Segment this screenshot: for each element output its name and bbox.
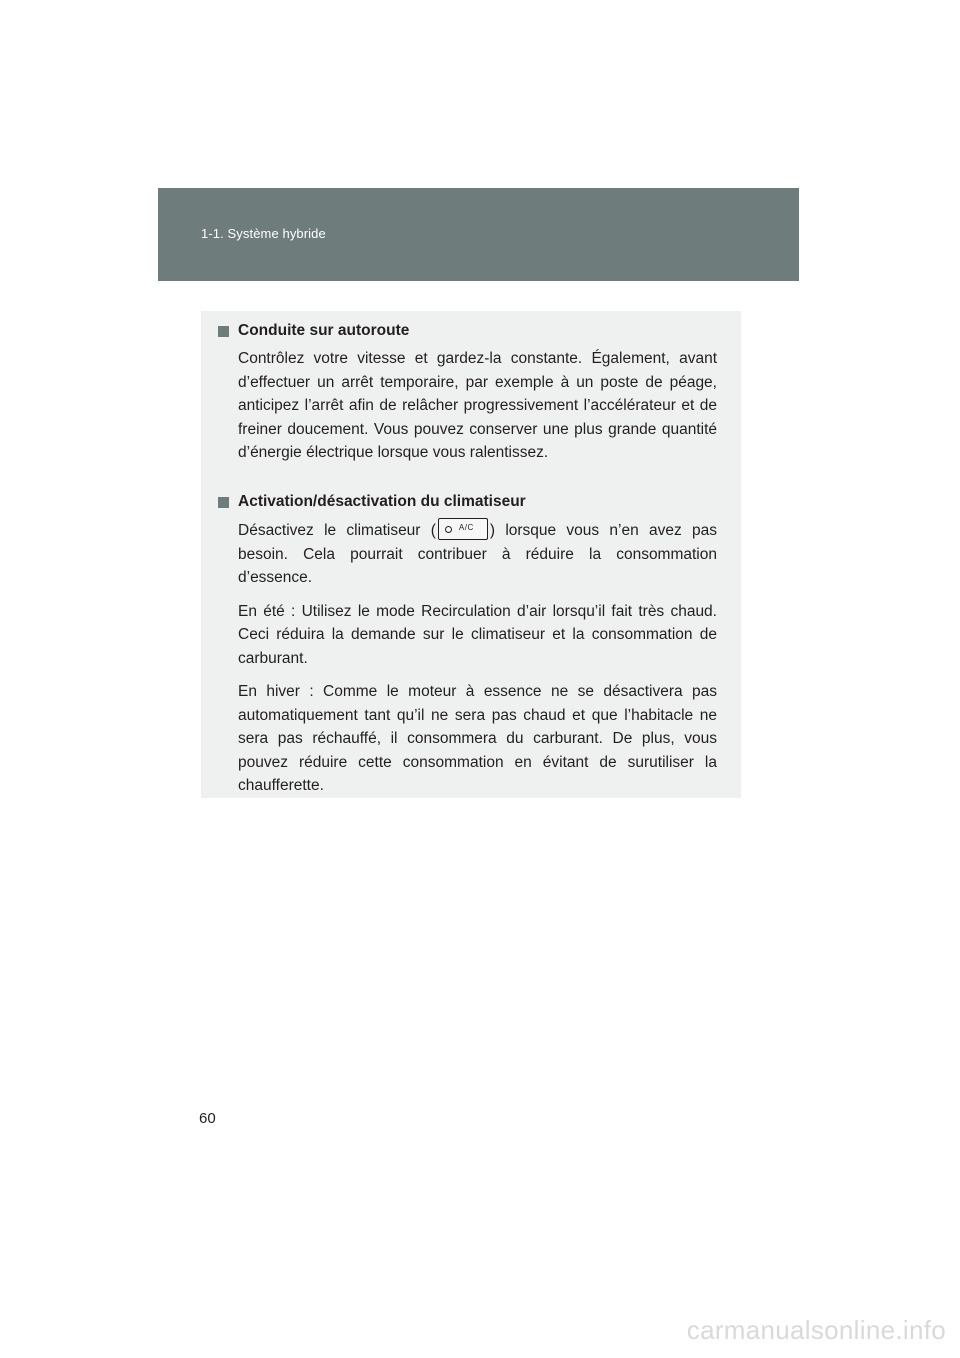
section-air-conditioning: [218, 491, 717, 798]
page-number: 60: [199, 1110, 216, 1127]
summer-paragraph: En été : Utilisez le mode Recirculation d’air lorsqu’il fait très chaud. Ceci réduira la demande sur le climatiseur et la consommation de carburant.: [238, 602, 717, 667]
watermark: carmanualsonline.info: [686, 1315, 946, 1345]
section-title-text: Activation/désactivation du climatiseur: [238, 493, 526, 510]
paragraph-text: ) lorsque vous n’en avez pas besoin. Cela pourrait contribuer à réduire la consommation d’essence.: [238, 522, 717, 586]
section-title-text: Conduite sur autoroute: [238, 322, 410, 339]
chapter-header-band: [158, 188, 799, 281]
square-bullet-icon: [218, 497, 229, 508]
tips-content-box: [201, 311, 741, 798]
square-bullet-icon: [218, 326, 229, 337]
section-highway-driving: [218, 320, 717, 465]
section-paragraph: Contrôlez votre vitesse et gardez-la constante. Également, avant d’effectuer un arrêt temporaire, par exemple à un poste de péage, anticipez l’arrêt afin de relâcher progressivement l’accélérateur et de freiner doucement. Vous pouvez conserver une plus grande quantité d’énergie électrique lorsque vous ralentissez.: [238, 350, 717, 461]
paragraph-text: Désactivez le climatiseur (: [238, 522, 436, 539]
section-label: 1-1. Système hybride: [201, 226, 326, 241]
section-title: [218, 320, 717, 342]
ac-button-label: A/C: [458, 523, 474, 532]
section-title: [218, 491, 717, 513]
indicator-light-icon: [445, 526, 452, 533]
winter-paragraph: En hiver : Comme le moteur à essence ne se désactivera pas automatiquement tant qu’il ne sera pas chaud et que l’habitacle ne sera pas réchauffé, il consommera du carburant. De plus, vous pouvez réduire cette consommation en évitant de surutiliser la chaufferette.: [238, 683, 717, 794]
section-paragraph: [218, 518, 717, 590]
ac-button-icon: [438, 518, 488, 540]
